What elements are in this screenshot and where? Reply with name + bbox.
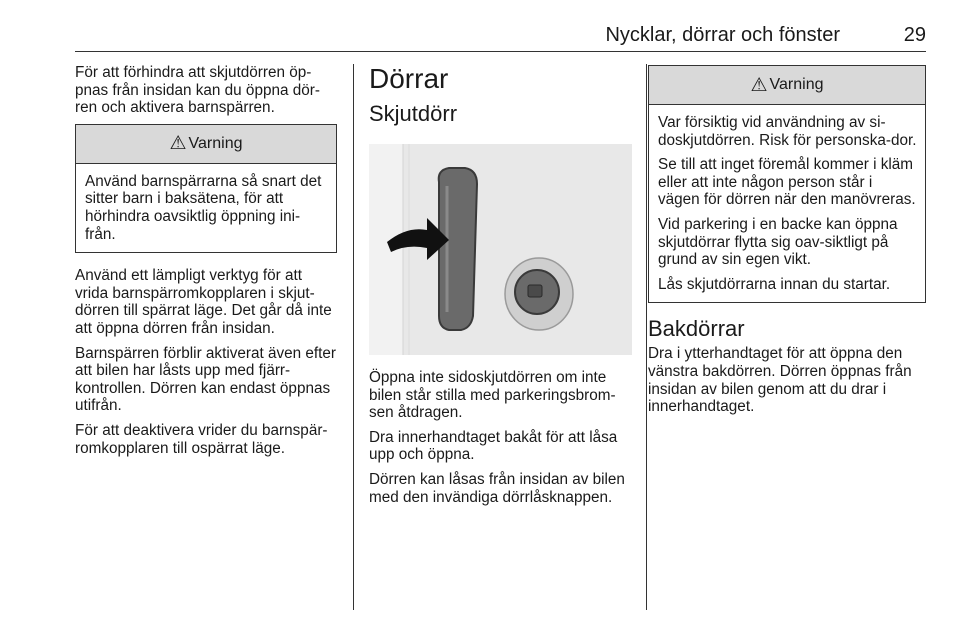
body-paragraph: Dra innerhandtaget bakåt för att låsa upp och öppna. bbox=[369, 428, 618, 464]
warning-text: Vid parkering i en backe kan öppna skjutdörrar flytta sig oav-siktligt på grund av sin egen vikt. bbox=[658, 215, 898, 269]
warning-title: Varning bbox=[769, 76, 824, 93]
warning-text: Lås skjutdörrarna innan du startar. bbox=[658, 275, 891, 293]
body-paragraph: Använd ett lämpligt verktyg för att vrida barnspärromkopplaren i skjut-dörren till spärrat läge. Det går då inte att öppna dörren från insidan. bbox=[75, 267, 332, 337]
subsection-heading: Skjutdörr bbox=[369, 101, 458, 126]
warning-box bbox=[75, 124, 337, 253]
warning-text: Var försiktig vid användning av si-doskjutdörren. Risk för personska-dor. bbox=[658, 114, 917, 149]
page-header-title: Nycklar, dörrar och fönster bbox=[605, 24, 840, 46]
sliding-door-handle-illustration bbox=[369, 144, 632, 355]
body-paragraph: Dra i ytterhandtaget för att öppna den vänstra bakdörren. Dörren öppnas från insidan av bilen genom att du drar i innerhandtaget. bbox=[648, 345, 912, 416]
column-3 bbox=[648, 64, 926, 423]
warning-title: Varning bbox=[188, 134, 243, 152]
warning-header bbox=[649, 66, 925, 105]
header-rule bbox=[75, 51, 926, 52]
warning-header bbox=[76, 125, 336, 164]
column-divider-left bbox=[353, 64, 354, 610]
warning-text: Använd barnspärrarna så snart det sitter barn i baksätena, för att hörhindra oavsiktlig öppning ini-från. bbox=[85, 172, 322, 243]
column-1 bbox=[75, 64, 337, 464]
body-paragraph: Barnspärren förblir aktiverat även efter att bilen har låsts upp med fjärr-kontrollen. Dörren kan endast öppnas utifrån. bbox=[75, 344, 337, 415]
column-2 bbox=[369, 64, 632, 513]
section-heading: Dörrar bbox=[369, 63, 449, 94]
subsection-heading: Bakdörrar bbox=[648, 316, 745, 342]
warning-icon: ⚠ bbox=[169, 133, 187, 155]
warning-body bbox=[76, 164, 336, 252]
body-paragraph: Dörren kan låsas från insidan av bilen med den invändiga dörrlåsknappen. bbox=[369, 470, 625, 506]
column-divider-right bbox=[646, 64, 647, 610]
intro-paragraph: För att förhindra att skjutdörren öp-pnas från insidan kan du öppna dör-ren och aktivera barnspärren. bbox=[75, 64, 320, 117]
page-number: 29 bbox=[903, 24, 926, 46]
warning-icon: ⚠ bbox=[750, 74, 768, 96]
body-paragraph: För att deaktivera vrider du barnspär-romkopplaren till ospärrat läge. bbox=[75, 421, 328, 457]
body-paragraph: Öppna inte sidoskjutdörren om inte bilen står stilla med parkeringsbrom-sen åtdragen. bbox=[369, 369, 616, 422]
warning-body bbox=[649, 105, 925, 302]
warning-box bbox=[648, 65, 926, 303]
warning-text: Se till att inget föremål kommer i kläm eller att inte någon person står i vägen för dörren när den manövreras. bbox=[658, 156, 916, 209]
